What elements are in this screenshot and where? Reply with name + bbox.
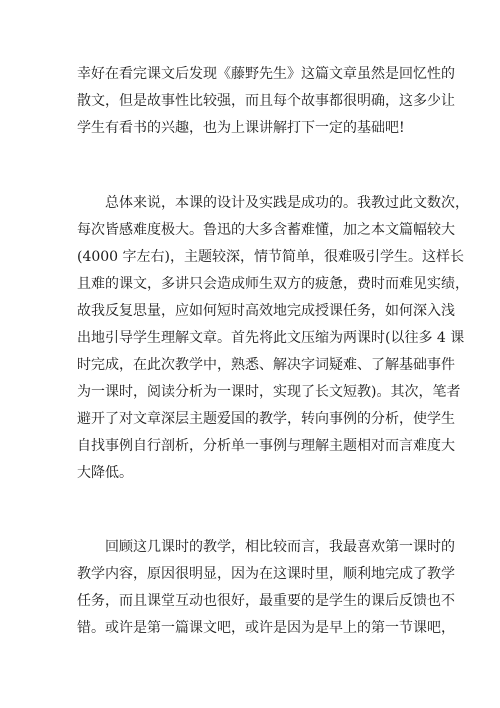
- text-line: 散文，但是故事性比较强，而且每个故事都很明确，这多少让: [77, 93, 455, 109]
- text-line: 时完成，在此次教学中，熟悉、解决字词疑难、了解基础事件: [77, 357, 455, 373]
- text-line: 回顾这几课时的教学，相比较而言，我最喜欢第一课时的: [77, 539, 455, 555]
- text-line: 错。或许是第一篇课文吧，或许是因为是早上的第一节课吧，: [77, 620, 455, 636]
- text-line: 自找事例自行剖析，分析单一事例与理解主题相对而言难度大: [77, 438, 455, 454]
- paragraph-2: [77, 190, 469, 487]
- paragraph-3: [77, 534, 455, 642]
- text-line: 出地引导学生理解文章。首先将此文压缩为两课时(以往多 4 课: [77, 330, 465, 346]
- text-line: 教学内容，原因很明显，因为在这课时里，顺利地完成了教学: [77, 566, 455, 582]
- text-line: 故我反复思量，应如何短时高效地完成授课任务，如何深入浅: [77, 303, 455, 319]
- text-line: 总体来说，本课的设计及实践是成功的。我教过此文数次，: [77, 195, 469, 211]
- text-line: 任务，而且课堂互动也很好，最重要的是学生的课后反馈也不: [77, 593, 455, 609]
- text-line: (4000 字左右)，主题较深，情节简单，很难吸引学生。这样长: [77, 249, 465, 265]
- text-line: 每次皆感难度极大。鲁迅的大多含蓄难懂，加之本文篇幅较大: [77, 222, 455, 238]
- text-line: 学生有看书的兴趣，也为上课讲解打下一定的基础吧!: [77, 120, 405, 136]
- text-line: 避开了对文章深层主题爱国的教学，转向事例的分析，使学生: [77, 411, 455, 427]
- text-line: 且难的课文，多讲只会造成师生双方的疲惫，费时而难见实绩，: [77, 276, 469, 292]
- text-line: 幸好在看完课文后发现《藤野先生》这篇文章虽然是回忆性的: [77, 66, 455, 82]
- paragraph-1: [77, 61, 455, 142]
- text-line: 大降低。: [77, 465, 133, 481]
- text-line: 为一课时，阅读分析为一课时，实现了长文短教)。其次，笔者: [77, 384, 461, 400]
